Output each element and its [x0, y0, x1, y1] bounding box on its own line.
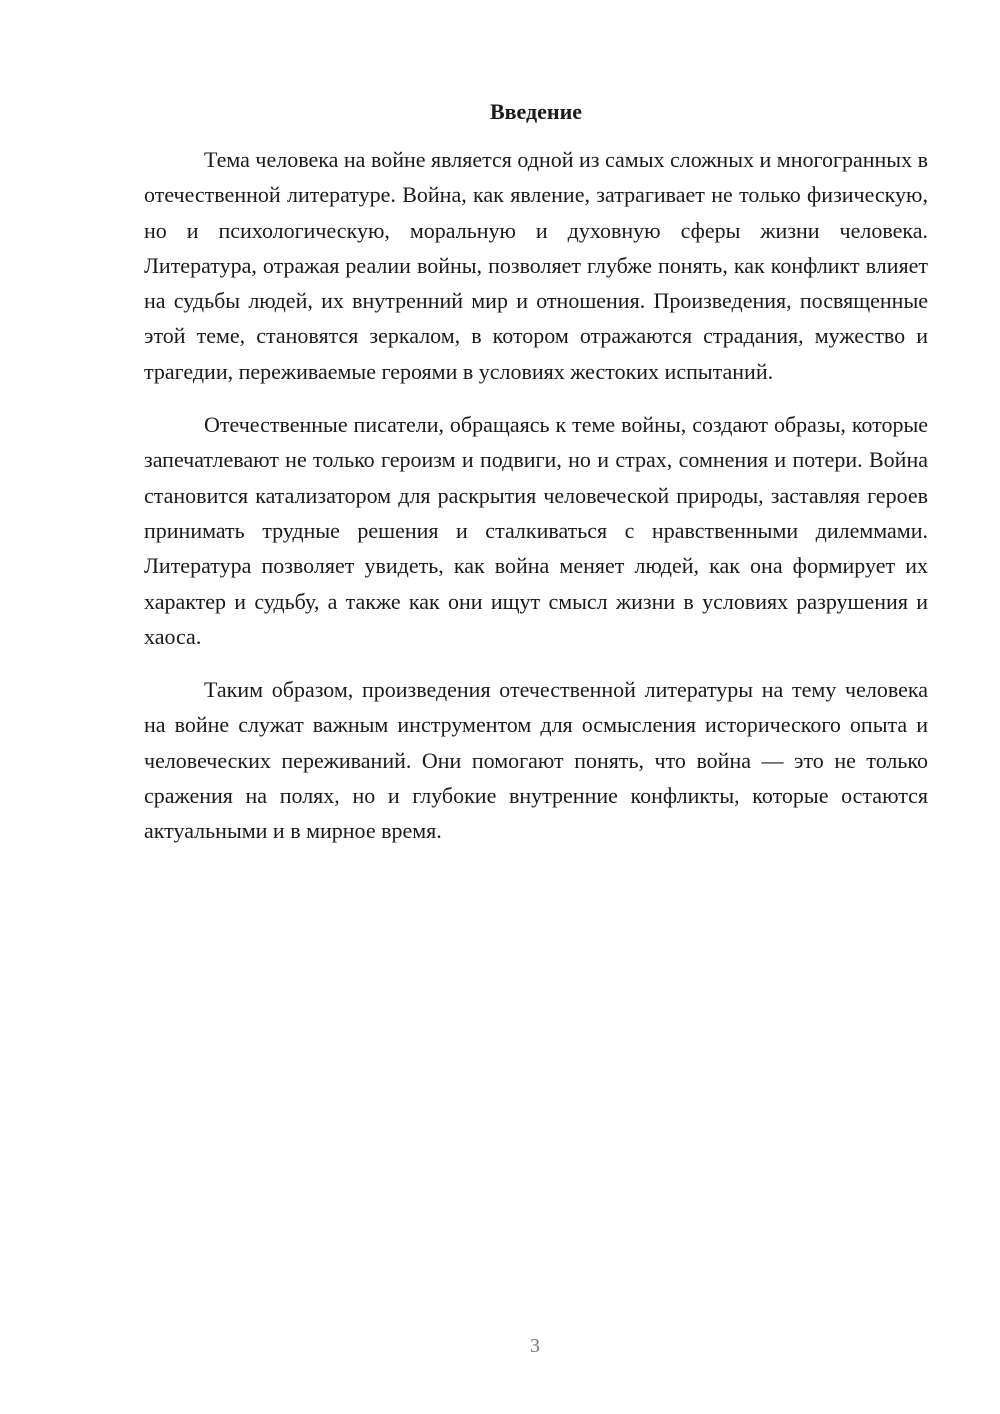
paragraph-3: Таким образом, произведения отечественной литературы на тему человека на войне служат важным инструментом для осмысления исторического опыта и человеческих переживаний. Они помогают понять, что война — это не только сражения на полях, но и глубокие внутренние конфликты, которые остаются актуальными и в мирное время. [144, 677, 928, 844]
page-number: 3 [530, 1335, 540, 1357]
section-heading: Введение [489, 99, 583, 124]
page-content [144, 94, 928, 867]
paragraph-2: Отечественные писатели, обращаясь к теме войны, создают образы, которые запечатлевают не только героизм и подвиги, но и страх, сомнения и потери. Война становится катализатором для раскрытия человеческой природы, заставляя героев принимать трудные решения и сталкиваться с нравственными дилеммами. Литература позволяет увидеть, как война меняет людей, как она формирует их характер и судьбу, а также как они ищут смысл жизни в условиях разрушения и хаоса. [144, 412, 928, 649]
paragraph-1: Тема человека на войне является одной из самых сложных и многогранных в отечественной литературе. Война, как явление, затрагивает не только физическую, но и психологическую, моральную и духовную сферы жизни человека. Литература, отражая реалии войны, позволяет глубже понять, как конфликт влияет на судьбы людей, их внутренний мир и отношения. Произведения, посвященные этой теме, становятся зеркалом, в котором отражаются страдания, мужество и трагедии, переживаемые героями в условиях жестоких испытаний. [144, 147, 928, 384]
